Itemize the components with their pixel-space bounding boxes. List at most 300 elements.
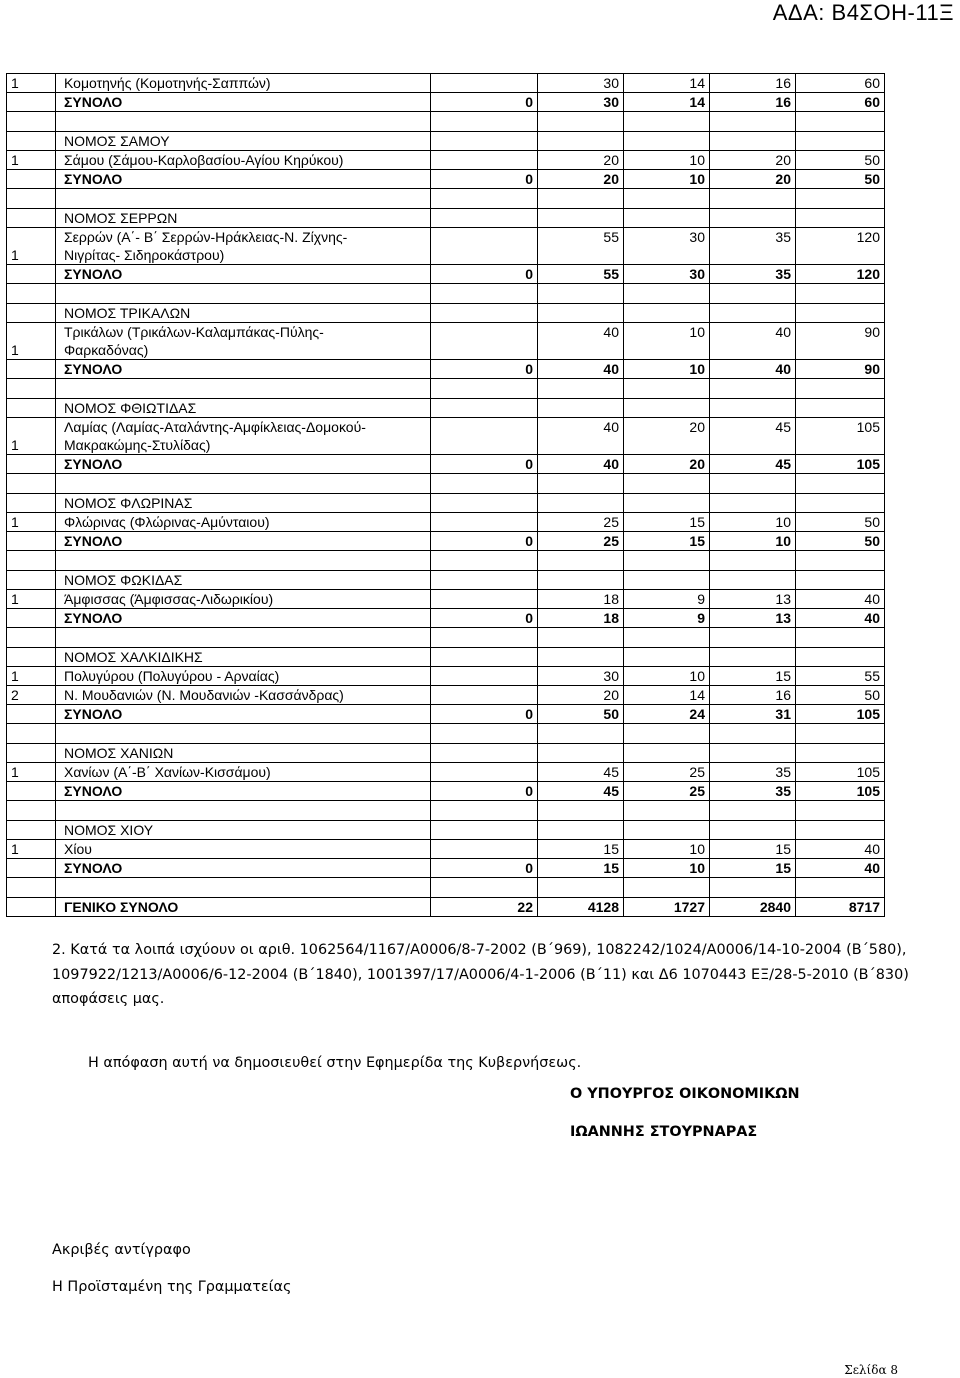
table-row (7, 132, 885, 151)
empty-cell (431, 474, 538, 494)
empty-cell (624, 304, 710, 323)
empty-cell (431, 551, 538, 571)
table-row (7, 744, 885, 763)
row-index (7, 304, 56, 323)
empty-cell (796, 112, 885, 132)
row-index (7, 209, 56, 228)
value-cell: 0 (431, 859, 538, 878)
ada-code: ΑΔΑ: Β4ΣΟΗ-11Ξ (772, 0, 954, 25)
value-cell: 8717 (796, 898, 885, 917)
total-label: ΓΕΝΙΚΟ ΣΥΝΟΛΟ (56, 898, 431, 917)
value-cell: 20 (624, 455, 710, 474)
table-row (7, 265, 885, 284)
empty-cell (624, 551, 710, 571)
empty-cell (538, 494, 624, 513)
empty-cell (431, 132, 538, 151)
empty-cell (538, 801, 624, 821)
value-cell: 45 (710, 418, 796, 455)
table-row (7, 304, 885, 323)
empty-cell (624, 744, 710, 763)
empty-cell (56, 474, 431, 494)
table-row (7, 284, 885, 304)
table-row (7, 724, 885, 744)
table-row (7, 170, 885, 189)
total-label: ΣΥΝΟΛΟ (56, 455, 431, 474)
row-index: 1 (7, 228, 56, 265)
value-cell: 30 (624, 265, 710, 284)
value-cell: 40 (710, 360, 796, 379)
value-cell: 105 (796, 455, 885, 474)
empty-cell (624, 801, 710, 821)
empty-cell (796, 284, 885, 304)
empty-cell (538, 112, 624, 132)
empty-cell (710, 648, 796, 667)
prefecture-heading: ΝΟΜΟΣ ΦΩΚΙΔΑΣ (56, 571, 431, 590)
value-cell: 0 (431, 455, 538, 474)
empty-cell (796, 494, 885, 513)
empty-cell (431, 801, 538, 821)
table-row (7, 228, 885, 265)
empty-cell (624, 399, 710, 418)
table-row (7, 628, 885, 648)
table-row (7, 571, 885, 590)
empty-cell (538, 821, 624, 840)
empty-cell (796, 801, 885, 821)
empty-cell (431, 284, 538, 304)
empty-cell (538, 379, 624, 399)
row-index (7, 265, 56, 284)
value-cell: 4128 (538, 898, 624, 917)
empty-cell (7, 628, 56, 648)
value-cell: 25 (624, 782, 710, 801)
row-index: 1 (7, 513, 56, 532)
row-index (7, 782, 56, 801)
paragraph-2: 2. Κατά τα λοιπά ισχύουν οι αριθ. 1062564/1167/Α0006/8-7-2002 (Β΄969), 1082242/1024/Α0006/14-10-2004 (Β΄580), 1097922/1213/Α0006/6-12-2004 (Β΄1840), 1001397/17/Α0006/4-1-2006 (Β΄11) και Δ6 1070443 ΕΞ/28-5-2010 (Β΄830) αποφάσεις μας. (52, 942, 909, 1007)
empty-cell (710, 399, 796, 418)
empty-cell (7, 379, 56, 399)
value-cell: 10 (710, 513, 796, 532)
value-cell (431, 840, 538, 859)
value-cell: 20 (538, 170, 624, 189)
table-row (7, 821, 885, 840)
row-index (7, 648, 56, 667)
prefecture-heading: ΝΟΜΟΣ ΦΛΩΡΙΝΑΣ (56, 494, 431, 513)
value-cell: 20 (538, 686, 624, 705)
value-cell: 10 (624, 859, 710, 878)
table-row (7, 151, 885, 170)
value-cell: 0 (431, 609, 538, 628)
table-row (7, 590, 885, 609)
row-index (7, 494, 56, 513)
value-cell: 15 (710, 840, 796, 859)
table-row (7, 705, 885, 724)
empty-cell (624, 628, 710, 648)
value-cell: 15 (710, 667, 796, 686)
value-cell: 20 (710, 151, 796, 170)
prefecture-heading: ΝΟΜΟΣ ΣΑΜΟΥ (56, 132, 431, 151)
row-index: 1 (7, 840, 56, 859)
empty-cell (624, 648, 710, 667)
allocation-table (6, 73, 885, 917)
row-index: 1 (7, 590, 56, 609)
empty-cell (710, 878, 796, 898)
value-cell: 31 (710, 705, 796, 724)
value-cell: 0 (431, 170, 538, 189)
total-label: ΣΥΝΟΛΟ (56, 93, 431, 112)
empty-cell (796, 724, 885, 744)
row-index (7, 132, 56, 151)
table-row (7, 648, 885, 667)
empty-cell (624, 112, 710, 132)
empty-cell (431, 379, 538, 399)
municipality-name-line2: Μακρακώμης-Στυλίδας) (64, 437, 211, 453)
value-cell: 18 (538, 609, 624, 628)
secretary-label: Η Προϊσταμένη της Γραμματείας (52, 1279, 292, 1295)
value-cell (431, 74, 538, 93)
value-cell: 10 (710, 532, 796, 551)
empty-cell (796, 628, 885, 648)
value-cell: 20 (624, 418, 710, 455)
value-cell (431, 667, 538, 686)
row-index (7, 532, 56, 551)
total-label: ΣΥΝΟΛΟ (56, 705, 431, 724)
empty-cell (624, 724, 710, 744)
value-cell: 105 (796, 763, 885, 782)
table-row (7, 532, 885, 551)
empty-cell (7, 284, 56, 304)
value-cell: 25 (624, 763, 710, 782)
empty-cell (796, 379, 885, 399)
empty-cell (538, 878, 624, 898)
value-cell: 50 (796, 513, 885, 532)
empty-cell (710, 724, 796, 744)
empty-cell (624, 474, 710, 494)
total-label: ΣΥΝΟΛΟ (56, 782, 431, 801)
empty-cell (710, 132, 796, 151)
total-label: ΣΥΝΟΛΟ (56, 265, 431, 284)
value-cell: 40 (538, 323, 624, 360)
value-cell: 13 (710, 590, 796, 609)
value-cell: 35 (710, 228, 796, 265)
row-index (7, 744, 56, 763)
empty-cell (7, 189, 56, 209)
value-cell: 1727 (624, 898, 710, 917)
row-index: 1 (7, 763, 56, 782)
value-cell: 40 (538, 418, 624, 455)
value-cell: 45 (538, 782, 624, 801)
value-cell: 0 (431, 93, 538, 112)
value-cell: 40 (796, 840, 885, 859)
value-cell: 10 (624, 151, 710, 170)
row-index (7, 399, 56, 418)
prefecture-heading: ΝΟΜΟΣ ΧΙΟΥ (56, 821, 431, 840)
value-cell: 40 (796, 859, 885, 878)
empty-cell (56, 878, 431, 898)
table-row (7, 112, 885, 132)
value-cell: 0 (431, 782, 538, 801)
municipality-name: Πολυγύρου (Πολυγύρου - Αρναίας) (56, 667, 431, 686)
value-cell: 50 (796, 170, 885, 189)
value-cell: 15 (624, 513, 710, 532)
value-cell: 15 (538, 859, 624, 878)
empty-cell (710, 189, 796, 209)
value-cell (431, 590, 538, 609)
empty-cell (431, 648, 538, 667)
empty-cell (56, 284, 431, 304)
value-cell: 50 (538, 705, 624, 724)
table-row (7, 609, 885, 628)
empty-cell (710, 571, 796, 590)
value-cell: 14 (624, 686, 710, 705)
page-number: Σελίδα 8 (844, 1363, 898, 1377)
empty-cell (796, 209, 885, 228)
value-cell: 40 (796, 590, 885, 609)
empty-cell (431, 628, 538, 648)
table-row (7, 801, 885, 821)
empty-cell (56, 112, 431, 132)
value-cell: 60 (796, 74, 885, 93)
value-cell: 13 (710, 609, 796, 628)
empty-cell (538, 628, 624, 648)
prefecture-heading: ΝΟΜΟΣ ΦΘΙΩΤΙΔΑΣ (56, 399, 431, 418)
value-cell (431, 513, 538, 532)
empty-cell (710, 628, 796, 648)
row-index (7, 93, 56, 112)
table-row (7, 74, 885, 93)
row-index: 2 (7, 686, 56, 705)
value-cell: 15 (710, 859, 796, 878)
empty-cell (796, 821, 885, 840)
value-cell (431, 228, 538, 265)
minister-name: ΙΩΑΝΝΗΣ ΣΤΟΥΡΝΑΡΑΣ (570, 1124, 758, 1140)
value-cell: 15 (538, 840, 624, 859)
value-cell: 0 (431, 705, 538, 724)
table-row (7, 859, 885, 878)
empty-cell (710, 304, 796, 323)
empty-cell (796, 132, 885, 151)
empty-cell (538, 648, 624, 667)
value-cell: 0 (431, 265, 538, 284)
empty-cell (538, 571, 624, 590)
value-cell: 16 (710, 74, 796, 93)
value-cell: 30 (538, 667, 624, 686)
empty-cell (7, 112, 56, 132)
empty-cell (431, 112, 538, 132)
value-cell: 120 (796, 265, 885, 284)
empty-cell (431, 821, 538, 840)
municipality-name: Κομοτηνής (Κομοτηνής-Σαππών) (56, 74, 431, 93)
table-row (7, 474, 885, 494)
empty-cell (538, 189, 624, 209)
empty-cell (56, 379, 431, 399)
value-cell (431, 686, 538, 705)
empty-cell (710, 112, 796, 132)
empty-cell (710, 379, 796, 399)
table-row (7, 513, 885, 532)
value-cell: 10 (624, 170, 710, 189)
empty-cell (7, 801, 56, 821)
value-cell: 90 (796, 323, 885, 360)
empty-cell (431, 209, 538, 228)
table-row (7, 418, 885, 455)
empty-cell (710, 744, 796, 763)
table-row (7, 840, 885, 859)
minister-title: Ο ΥΠΟΥΡΓΟΣ ΟΙΚΟΝΟΜΙΚΩΝ (570, 1086, 800, 1102)
row-index: 1 (7, 151, 56, 170)
municipality-name-line1: Σερρών (Α΄- Β΄ Σερρών-Ηράκλειας-Ν. Ζίχνης- (64, 229, 348, 245)
empty-cell (710, 474, 796, 494)
municipality-name: Ν. Μουδανιών (Ν. Μουδανιών -Κασσάνδρας) (56, 686, 431, 705)
value-cell: 55 (538, 228, 624, 265)
prefecture-heading: ΝΟΜΟΣ ΤΡΙΚΑΛΩΝ (56, 304, 431, 323)
value-cell (431, 323, 538, 360)
municipality-name: Χανίων (Α΄-Β΄ Χανίων-Κισσάμου) (56, 763, 431, 782)
empty-cell (796, 399, 885, 418)
total-label: ΣΥΝΟΛΟ (56, 170, 431, 189)
row-index (7, 609, 56, 628)
empty-cell (431, 744, 538, 763)
empty-cell (796, 474, 885, 494)
total-label: ΣΥΝΟΛΟ (56, 360, 431, 379)
value-cell: 9 (624, 609, 710, 628)
empty-cell (624, 571, 710, 590)
empty-cell (56, 801, 431, 821)
value-cell: 120 (796, 228, 885, 265)
empty-cell (624, 821, 710, 840)
value-cell: 16 (710, 686, 796, 705)
value-cell: 16 (710, 93, 796, 112)
value-cell: 14 (624, 74, 710, 93)
value-cell: 40 (710, 323, 796, 360)
table-row (7, 399, 885, 418)
value-cell: 0 (431, 532, 538, 551)
empty-cell (624, 284, 710, 304)
value-cell: 35 (710, 782, 796, 801)
value-cell: 40 (796, 609, 885, 628)
table-row (7, 667, 885, 686)
row-index: 1 (7, 667, 56, 686)
value-cell: 105 (796, 705, 885, 724)
empty-cell (624, 189, 710, 209)
row-index (7, 360, 56, 379)
row-index (7, 170, 56, 189)
empty-cell (538, 474, 624, 494)
accurate-copy-label: Ακριβές αντίγραφο (52, 1242, 191, 1258)
municipality-name-line1: Τρικάλων (Τρικάλων-Καλαμπάκας-Πύλης- (64, 324, 324, 340)
row-index (7, 571, 56, 590)
empty-cell (710, 284, 796, 304)
empty-cell (796, 878, 885, 898)
empty-cell (431, 724, 538, 744)
value-cell: 40 (538, 360, 624, 379)
value-cell: 90 (796, 360, 885, 379)
prefecture-heading: ΝΟΜΟΣ ΣΕΡΡΩΝ (56, 209, 431, 228)
row-index (7, 821, 56, 840)
empty-cell (796, 304, 885, 323)
empty-cell (56, 724, 431, 744)
empty-cell (431, 878, 538, 898)
total-label: ΣΥΝΟΛΟ (56, 609, 431, 628)
municipality-name (56, 418, 431, 455)
empty-cell (538, 304, 624, 323)
row-index (7, 898, 56, 917)
empty-cell (624, 494, 710, 513)
table-row (7, 360, 885, 379)
table-row (7, 686, 885, 705)
empty-cell (538, 399, 624, 418)
total-label: ΣΥΝΟΛΟ (56, 859, 431, 878)
prefecture-heading: ΝΟΜΟΣ ΧΑΝΙΩΝ (56, 744, 431, 763)
value-cell: 2840 (710, 898, 796, 917)
empty-cell (56, 189, 431, 209)
value-cell: 25 (538, 513, 624, 532)
value-cell: 30 (624, 228, 710, 265)
value-cell: 60 (796, 93, 885, 112)
value-cell: 105 (796, 418, 885, 455)
empty-cell (538, 132, 624, 151)
table-row (7, 323, 885, 360)
table-row (7, 551, 885, 571)
value-cell: 30 (538, 74, 624, 93)
value-cell: 30 (538, 93, 624, 112)
value-cell: 35 (710, 265, 796, 284)
table-row (7, 209, 885, 228)
empty-cell (538, 744, 624, 763)
empty-cell (624, 209, 710, 228)
table-row (7, 878, 885, 898)
value-cell (431, 418, 538, 455)
empty-cell (431, 571, 538, 590)
municipality-name (56, 228, 431, 265)
value-cell: 0 (431, 360, 538, 379)
table-row (7, 189, 885, 209)
municipality-name-line2: Φαρκαδόνας) (64, 342, 149, 358)
empty-cell (7, 724, 56, 744)
value-cell: 45 (710, 455, 796, 474)
value-cell: 50 (796, 151, 885, 170)
empty-cell (56, 551, 431, 571)
empty-cell (431, 494, 538, 513)
municipality-name: Σάμου (Σάμου-Καρλοβασίου-Αγίου Κηρύκου) (56, 151, 431, 170)
municipality-name-line1: Λαμίας (Λαμίας-Αταλάντης-Αμφίκλειας-Δομοκού- (64, 419, 366, 435)
empty-cell (796, 189, 885, 209)
empty-cell (538, 724, 624, 744)
value-cell: 105 (796, 782, 885, 801)
value-cell: 15 (624, 532, 710, 551)
empty-cell (431, 189, 538, 209)
empty-cell (624, 379, 710, 399)
publication-note: Η απόφαση αυτή να δημοσιευθεί στην Εφημερίδα της Κυβερνήσεως. (88, 1055, 582, 1071)
empty-cell (710, 494, 796, 513)
value-cell: 10 (624, 667, 710, 686)
row-index (7, 859, 56, 878)
empty-cell (7, 474, 56, 494)
empty-cell (796, 571, 885, 590)
table-row (7, 898, 885, 917)
value-cell: 35 (710, 763, 796, 782)
empty-cell (431, 399, 538, 418)
value-cell: 18 (538, 590, 624, 609)
municipality-name: Χίου (56, 840, 431, 859)
value-cell: 55 (796, 667, 885, 686)
table-row (7, 93, 885, 112)
empty-cell (796, 744, 885, 763)
municipality-name: Άμφισσας (Άμφισσας-Λιδωρικίου) (56, 590, 431, 609)
value-cell: 55 (538, 265, 624, 284)
empty-cell (710, 821, 796, 840)
table-row (7, 763, 885, 782)
table-row (7, 494, 885, 513)
